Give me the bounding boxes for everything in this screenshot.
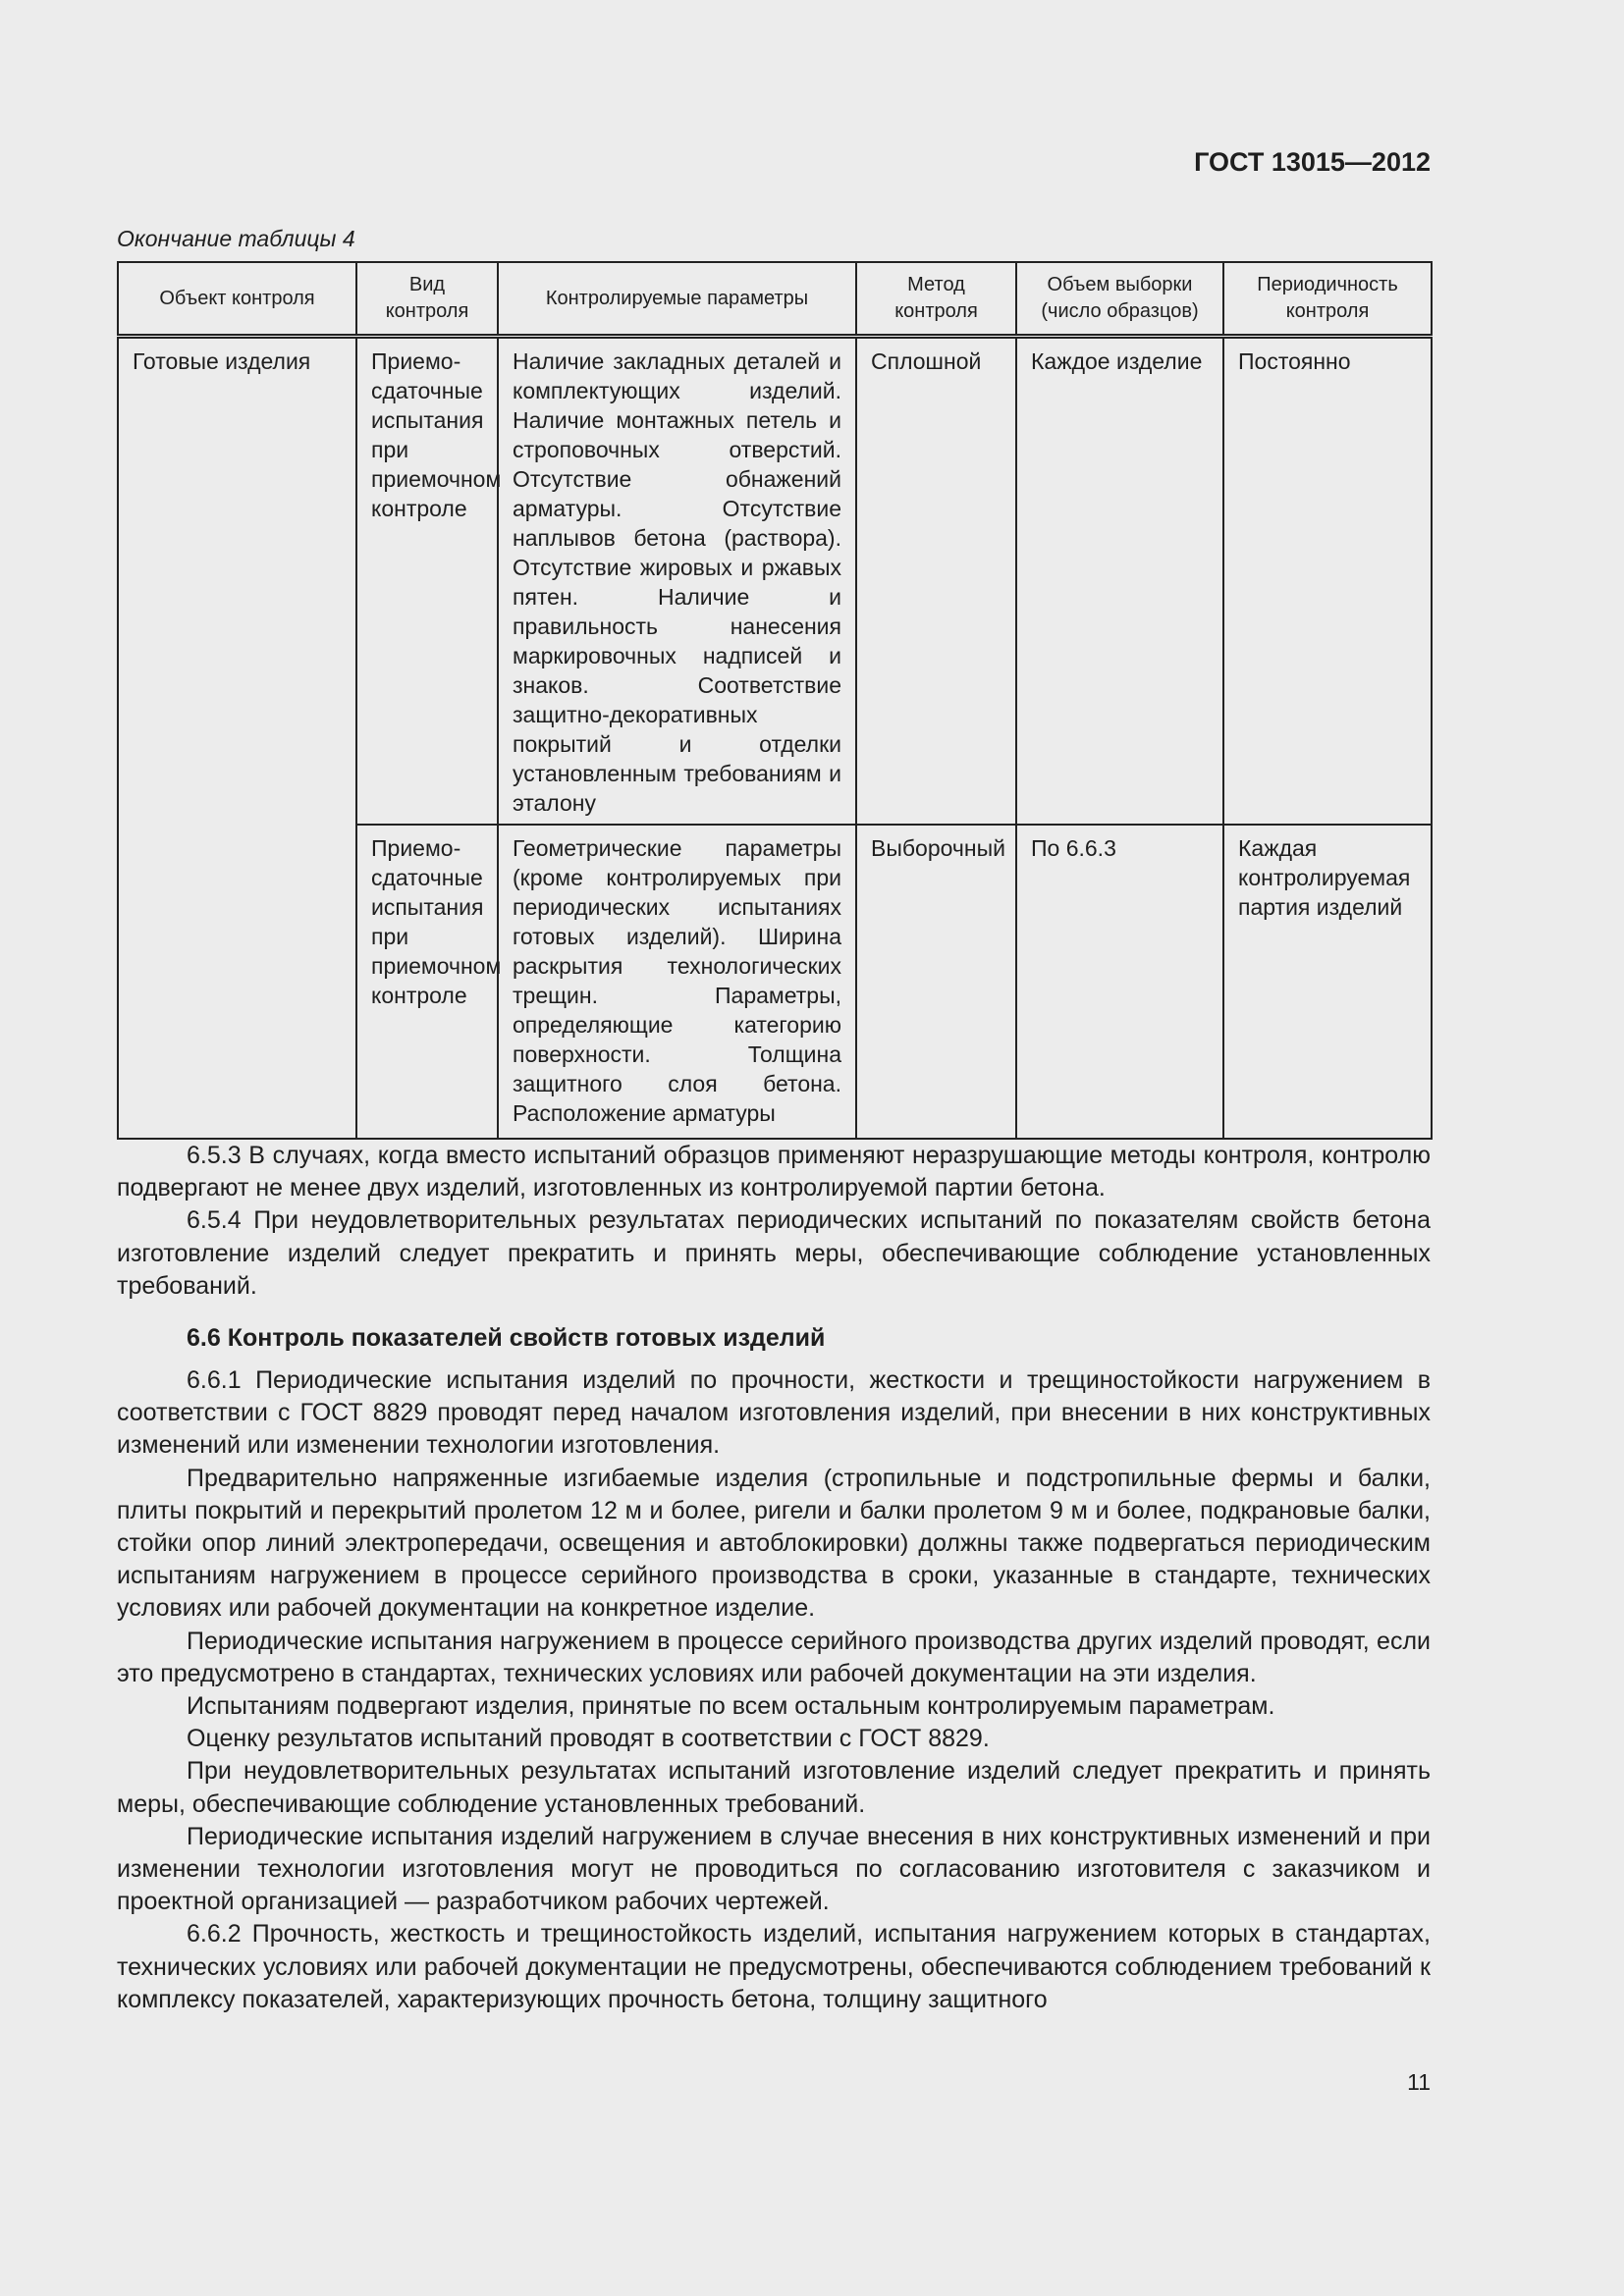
cell-sample-size: Каждое изделие [1016,337,1223,826]
paragraph-periodic-other: Периодические испытания нагружением в процессе серийного производства других изделий проводят, если это предусмотрено в стандартах, технических условиях или рабочей документации на эти изделия. [117,1627,1431,1687]
control-table [117,261,1433,1140]
table-header-row [118,262,1432,337]
body-text [117,1140,1431,2016]
cell-control-type: Приемо-сдаточные испытания при приемочном контроле [356,825,498,1139]
cell-parameters: Наличие закладных деталей и комплектующих изделий. Наличие монтажных петель и строповочных отверстий. Отсутствие обнажений арматуры. Отсутствие наплывов бетона (раствора). Отсутствие жировых и ржавых пятен. Наличие и правильность нанесения маркировочных надписей и знаков. Соответствие защитно-декоративных покрытий и отделки установленным требованиям и эталону [498,337,856,826]
table-caption: Окончание таблицы 4 [117,226,355,251]
header-object: Объект контроля [118,262,356,337]
paragraph-may-not: Периодические испытания изделий нагружением в случае внесения в них конструктивных изменений и при изменении технологии изготовления могут не проводиться по согласованию изготовителя с заказчиком и проектной организацией — разработчиком рабочих чертежей. [117,1822,1431,1916]
header-parameters: Контролируемые параметры [498,262,856,337]
header-sample-size: Объем выборки (число образцов) [1016,262,1223,337]
paragraph-6-5-3: 6.5.3 В случаях, когда вместо испытаний образцов применяют неразрушающие методы контроля, контролю подвергают не менее двух изделий, изготовленных из контролируемой партии бетона. [117,1142,1431,1202]
cell-control-type: Приемо-сдаточные испытания при приемочном контроле [356,337,498,826]
paragraph-prestressed: Предварительно напряженные изгибаемые изделия (стропильные и подстропильные фермы и балки, плиты покрытий и перекрытий пролетом 12 м и более, ригели и балки пролетом 9 м и более, подкрановые балки, стойки опор линий электропередачи, освещения и автоблокировки) должны также подвергаться периодическим испытаниям нагружением в процессе серийного производства в сроки, указанные в стандарте, технических условиях или рабочей документации на конкретное изделие. [117,1464,1431,1623]
cell-parameters: Геометрические параметры (кроме контролируемых при периодических испытаниях готовых изделий). Ширина раскрытия технологических трещин. Параметры, определяющие категорию поверхности. Толщина защитного слоя бетона. Расположение арматуры [498,825,856,1139]
section-heading-6-6: 6.6 Контроль показателей свойств готовых изделий [187,1324,826,1353]
document-number: ГОСТ 13015—2012 [1194,147,1431,177]
paragraph-tests-accepted: Испытаниям подвергают изделия, принятые по всем остальным контролируемым параметрам. [187,1692,1275,1721]
paragraph-6-5-4: 6.5.4 При неудовлетворительных результатах периодических испытаний по показателям свойств бетона изготовление изделий следует прекратить и принять меры, обеспечивающие соблюдение установленных требований. [117,1206,1431,1300]
paragraph-6-6-2: 6.6.2 Прочность, жесткость и трещиностойкость изделий, испытания нагружением которых в стандартах, технических условиях или рабочей документации не предусмотрены, обеспечиваются соблюдением требований к комплексу показателей, характеризующих прочность бетона, толщину защитного [117,1920,1431,2013]
paragraph-unsatisfactory: При неудовлетворительных результатах испытаний изготовление изделий следует прекратить и принять меры, обеспечивающие соблюдение установленных требований. [117,1757,1431,1818]
paragraph-evaluation: Оценку результатов испытаний проводят в соответствии с ГОСТ 8829. [187,1725,990,1753]
header-control-type: Вид контроля [356,262,498,337]
cell-method: Выборочный [856,825,1016,1139]
paragraph-6-6-1: 6.6.1 Периодические испытания изделий по прочности, жесткости и трещиностойкости нагружением в соответствии с ГОСТ 8829 проводят перед началом изготовления изделий, при внесении в них конструктивных изменений или изменении технологии изготовления. [117,1366,1431,1460]
page-number: 11 [1407,2069,1431,2095]
table-row [118,337,1432,826]
cell-method: Сплошной [856,337,1016,826]
cell-periodicity: Постоянно [1223,337,1432,826]
header-periodicity: Периодичность контроля [1223,262,1432,337]
header-method: Метод контроля [856,262,1016,337]
cell-sample-size: По 6.6.3 [1016,825,1223,1139]
cell-periodicity: Каждая контролируемая партия изделий [1223,825,1432,1139]
cell-object: Готовые изделия [118,337,356,1140]
